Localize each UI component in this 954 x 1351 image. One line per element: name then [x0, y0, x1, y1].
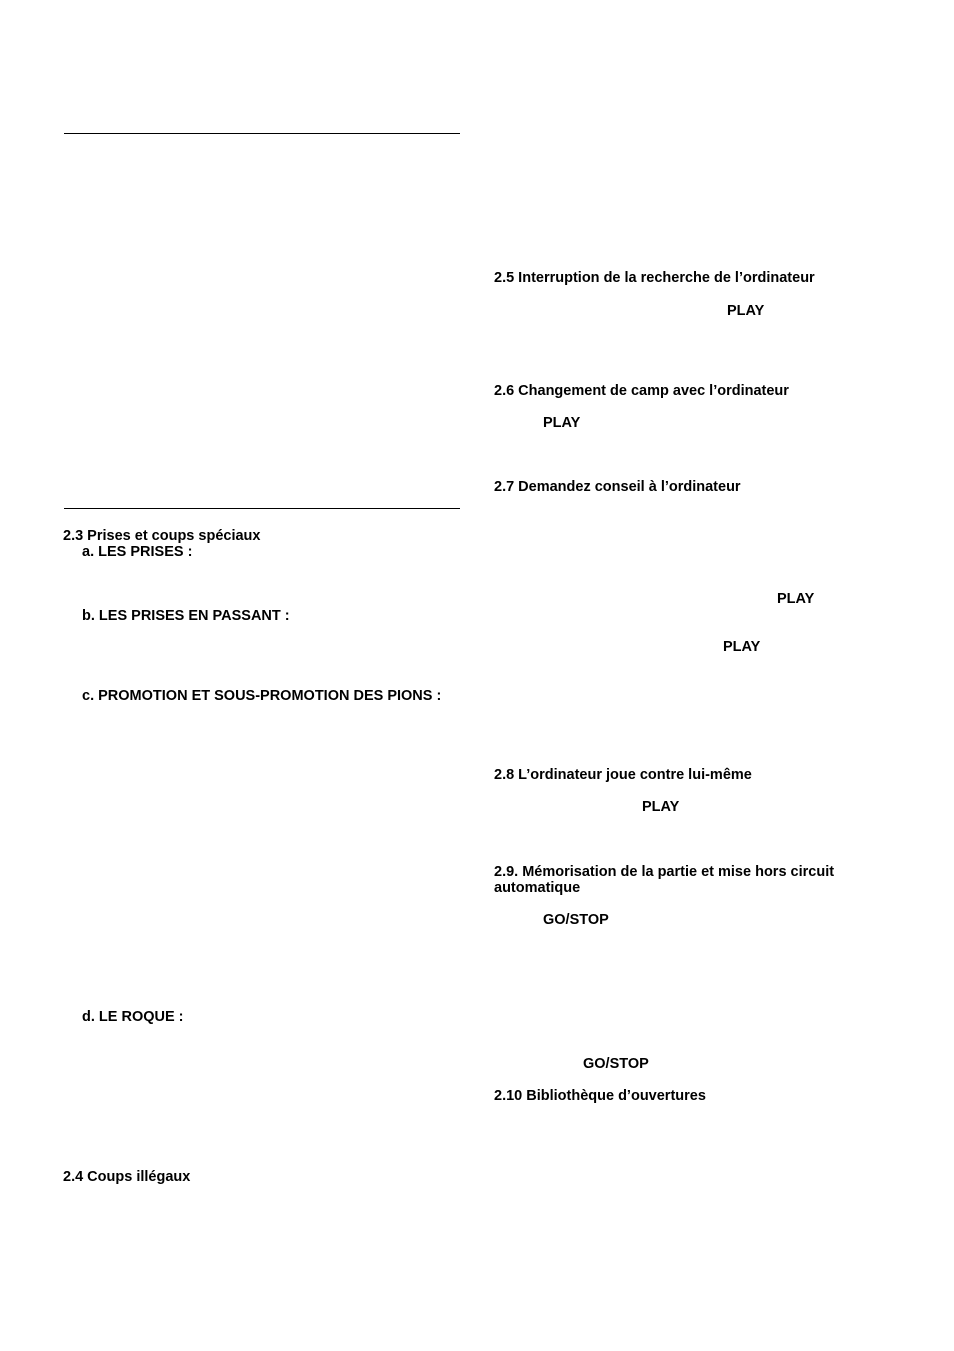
section-2-5-heading: 2.5 Interruption de la recherche de l’ordinateur [494, 270, 815, 286]
item-a-prises: a. LES PRISES : [82, 544, 193, 560]
item-d-roque: d. LE ROQUE : [82, 1009, 184, 1025]
gostop-key-label-2-9-a: GO/STOP [543, 912, 609, 928]
play-key-label-2-7-a: PLAY [777, 591, 815, 607]
gostop-key-label-2-9-b: GO/STOP [583, 1056, 649, 1072]
play-key-label-2-6: PLAY [543, 415, 581, 431]
middle-divider [64, 508, 460, 509]
top-divider [64, 133, 460, 134]
section-2-6-heading: 2.6 Changement de camp avec l’ordinateur [494, 383, 789, 399]
play-key-label-2-8: PLAY [642, 799, 680, 815]
play-key-label-2-5: PLAY [727, 303, 765, 319]
play-key-label-2-7-b: PLAY [723, 639, 761, 655]
section-2-9-heading: 2.9. Mémorisation de la partie et mise hors circuit automatique [494, 864, 835, 896]
section-2-10-heading: 2.10 Bibliothèque d’ouvertures [494, 1088, 706, 1104]
section-2-4-heading: 2.4 Coups illégaux [63, 1169, 191, 1185]
section-2-3-heading: 2.3 Prises et coups spéciaux [63, 528, 261, 544]
section-2-7-heading: 2.7 Demandez conseil à l’ordinateur [494, 479, 741, 495]
section-2-8-heading: 2.8 L’ordinateur joue contre lui-même [494, 767, 752, 783]
item-c-promotion: c. PROMOTION ET SOUS-PROMOTION DES PIONS : [82, 688, 442, 704]
item-b-prises-en-passant: b. LES PRISES EN PASSANT : [82, 608, 290, 624]
